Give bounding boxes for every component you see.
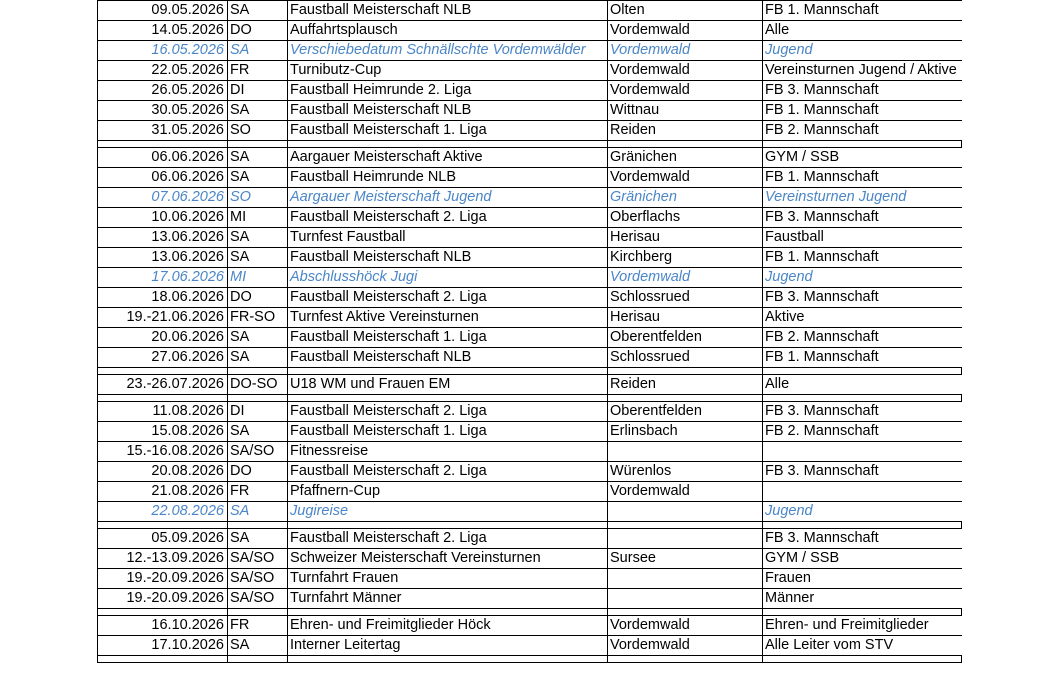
- group-cell: FB 2. Mannschaft: [763, 328, 962, 348]
- event-row: [98, 569, 962, 589]
- group-cell: FB 3. Mannschaft: [763, 288, 962, 308]
- separator-cell: [98, 522, 228, 529]
- event-name-cell: Turnfest Aktive Vereinsturnen: [288, 308, 608, 328]
- separator-cell: [228, 656, 288, 663]
- separator-cell: [288, 395, 608, 402]
- event-name-cell: Faustball Meisterschaft NLB: [288, 101, 608, 121]
- location-cell: Gränichen: [608, 148, 763, 168]
- group-cell: Vereinsturnen Jugend / Aktive: [763, 61, 962, 81]
- separator-row: [98, 395, 962, 402]
- separator-cell: [98, 141, 228, 148]
- event-row: [98, 549, 962, 569]
- date-cell: 10.06.2026: [98, 208, 228, 228]
- group-cell: Alle: [763, 375, 962, 395]
- date-cell: 22.05.2026: [98, 61, 228, 81]
- event-name-cell: Faustball Heimrunde 2. Liga: [288, 81, 608, 101]
- group-cell: [763, 442, 962, 462]
- event-name-cell: Verschiebedatum Schnällschte Vordemwälder: [288, 41, 608, 61]
- separator-cell: [288, 609, 608, 616]
- separator-cell: [228, 141, 288, 148]
- location-cell: Schlossrued: [608, 348, 763, 368]
- event-row: [98, 308, 962, 328]
- event-name-cell: Faustball Meisterschaft 2. Liga: [288, 529, 608, 549]
- group-cell: FB 3. Mannschaft: [763, 402, 962, 422]
- location-cell: Vordemwald: [608, 41, 763, 61]
- date-cell: 19.-21.06.2026: [98, 308, 228, 328]
- separator-cell: [98, 656, 228, 663]
- separator-row: [98, 609, 962, 616]
- weekday-cell: SA: [228, 502, 288, 522]
- group-cell: FB 2. Mannschaft: [763, 422, 962, 442]
- location-cell: Vordemwald: [608, 268, 763, 288]
- group-cell: FB 3. Mannschaft: [763, 81, 962, 101]
- event-row: [98, 121, 962, 141]
- event-row: [98, 21, 962, 41]
- event-name-cell: U18 WM und Frauen EM: [288, 375, 608, 395]
- location-cell: Würenlos: [608, 462, 763, 482]
- event-name-cell: Jugireise: [288, 502, 608, 522]
- date-cell: 05.09.2026: [98, 529, 228, 549]
- event-name-cell: Ehren- und Freimitglieder Höck: [288, 616, 608, 636]
- event-name-cell: Turnfahrt Männer: [288, 589, 608, 609]
- event-row: [98, 208, 962, 228]
- event-name-cell: Faustball Meisterschaft 2. Liga: [288, 462, 608, 482]
- weekday-cell: SA: [228, 529, 288, 549]
- weekday-cell: SA: [228, 101, 288, 121]
- group-cell: Faustball: [763, 228, 962, 248]
- event-row: [98, 348, 962, 368]
- event-name-cell: Faustball Meisterschaft 1. Liga: [288, 328, 608, 348]
- date-cell: 06.06.2026: [98, 148, 228, 168]
- date-cell: 15.-16.08.2026: [98, 442, 228, 462]
- event-row: [98, 589, 962, 609]
- weekday-cell: SO: [228, 188, 288, 208]
- event-name-cell: Faustball Meisterschaft NLB: [288, 348, 608, 368]
- date-cell: 18.06.2026: [98, 288, 228, 308]
- weekday-cell: SA: [228, 636, 288, 656]
- location-cell: Vordemwald: [608, 61, 763, 81]
- group-cell: Vereinsturnen Jugend: [763, 188, 962, 208]
- separator-cell: [228, 368, 288, 375]
- separator-cell: [763, 609, 962, 616]
- weekday-cell: SA/SO: [228, 569, 288, 589]
- location-cell: Oberentfelden: [608, 328, 763, 348]
- weekday-cell: SA: [228, 148, 288, 168]
- separator-row: [98, 656, 962, 663]
- location-cell: Herisau: [608, 228, 763, 248]
- event-row: [98, 328, 962, 348]
- event-name-cell: Turnfahrt Frauen: [288, 569, 608, 589]
- weekday-cell: SA/SO: [228, 589, 288, 609]
- date-cell: 15.08.2026: [98, 422, 228, 442]
- location-cell: Gränichen: [608, 188, 763, 208]
- location-cell: Kirchberg: [608, 248, 763, 268]
- event-name-cell: Faustball Heimrunde NLB: [288, 168, 608, 188]
- group-cell: FB 3. Mannschaft: [763, 208, 962, 228]
- separator-cell: [608, 395, 763, 402]
- date-cell: 12.-13.09.2026: [98, 549, 228, 569]
- location-cell: [608, 569, 763, 589]
- weekday-cell: SA: [228, 228, 288, 248]
- group-cell: FB 1. Mannschaft: [763, 101, 962, 121]
- separator-cell: [288, 656, 608, 663]
- location-cell: [608, 442, 763, 462]
- event-row: [98, 529, 962, 549]
- date-cell: 16.05.2026: [98, 41, 228, 61]
- location-cell: Reiden: [608, 121, 763, 141]
- event-row: [98, 148, 962, 168]
- event-name-cell: Faustball Meisterschaft 1. Liga: [288, 422, 608, 442]
- group-cell: Aktive: [763, 308, 962, 328]
- event-row: [98, 61, 962, 81]
- weekday-cell: MI: [228, 268, 288, 288]
- event-row-youth: [98, 188, 962, 208]
- date-cell: 22.08.2026: [98, 502, 228, 522]
- event-row: [98, 101, 962, 121]
- location-cell: Vordemwald: [608, 636, 763, 656]
- group-cell: Jugend: [763, 41, 962, 61]
- event-name-cell: Turnibutz-Cup: [288, 61, 608, 81]
- event-row: [98, 81, 962, 101]
- date-cell: 11.08.2026: [98, 402, 228, 422]
- date-cell: 21.08.2026: [98, 482, 228, 502]
- date-cell: 17.10.2026: [98, 636, 228, 656]
- weekday-cell: SA/SO: [228, 442, 288, 462]
- location-cell: Reiden: [608, 375, 763, 395]
- location-cell: Erlinsbach: [608, 422, 763, 442]
- separator-row: [98, 368, 962, 375]
- event-name-cell: Aargauer Meisterschaft Jugend: [288, 188, 608, 208]
- weekday-cell: FR-SO: [228, 308, 288, 328]
- event-row-youth: [98, 502, 962, 522]
- date-cell: 20.06.2026: [98, 328, 228, 348]
- weekday-cell: MI: [228, 208, 288, 228]
- group-cell: Jugend: [763, 502, 962, 522]
- separator-cell: [763, 141, 962, 148]
- event-row: [98, 442, 962, 462]
- event-row: [98, 402, 962, 422]
- location-cell: Herisau: [608, 308, 763, 328]
- event-name-cell: Pfaffnern-Cup: [288, 482, 608, 502]
- group-cell: FB 1. Mannschaft: [763, 1, 962, 21]
- event-row: [98, 616, 962, 636]
- location-cell: Oberentfelden: [608, 402, 763, 422]
- location-cell: [608, 529, 763, 549]
- group-cell: Alle: [763, 21, 962, 41]
- event-name-cell: Faustball Meisterschaft NLB: [288, 248, 608, 268]
- separator-cell: [608, 609, 763, 616]
- event-row: [98, 375, 962, 395]
- weekday-cell: DI: [228, 402, 288, 422]
- group-cell: GYM / SSB: [763, 148, 962, 168]
- separator-cell: [288, 522, 608, 529]
- event-name-cell: Schweizer Meisterschaft Vereinsturnen: [288, 549, 608, 569]
- weekday-cell: SA: [228, 328, 288, 348]
- event-row: [98, 636, 962, 656]
- event-name-cell: Abschlusshöck Jugi: [288, 268, 608, 288]
- event-name-cell: Turnfest Faustball: [288, 228, 608, 248]
- weekday-cell: DO-SO: [228, 375, 288, 395]
- group-cell: FB 1. Mannschaft: [763, 248, 962, 268]
- date-cell: 19.-20.09.2026: [98, 569, 228, 589]
- separator-cell: [228, 395, 288, 402]
- event-table: [97, 0, 962, 663]
- weekday-cell: FR: [228, 616, 288, 636]
- weekday-cell: SA: [228, 348, 288, 368]
- separator-row: [98, 522, 962, 529]
- weekday-cell: SA: [228, 168, 288, 188]
- separator-cell: [98, 395, 228, 402]
- event-name-cell: Aargauer Meisterschaft Aktive: [288, 148, 608, 168]
- separator-cell: [608, 368, 763, 375]
- location-cell: Wittnau: [608, 101, 763, 121]
- event-row: [98, 462, 962, 482]
- group-cell: Alle Leiter vom STV: [763, 636, 962, 656]
- event-calendar-sheet: [97, 0, 961, 663]
- date-cell: 13.06.2026: [98, 228, 228, 248]
- separator-cell: [763, 368, 962, 375]
- event-row: [98, 168, 962, 188]
- event-row: [98, 1, 962, 21]
- weekday-cell: SA: [228, 41, 288, 61]
- date-cell: 06.06.2026: [98, 168, 228, 188]
- date-cell: 23.-26.07.2026: [98, 375, 228, 395]
- location-cell: Oberflachs: [608, 208, 763, 228]
- separator-cell: [288, 368, 608, 375]
- group-cell: [763, 482, 962, 502]
- separator-cell: [98, 609, 228, 616]
- date-cell: 20.08.2026: [98, 462, 228, 482]
- weekday-cell: SA: [228, 1, 288, 21]
- separator-cell: [763, 395, 962, 402]
- date-cell: 31.05.2026: [98, 121, 228, 141]
- location-cell: Olten: [608, 1, 763, 21]
- event-table-body: [98, 1, 962, 663]
- group-cell: FB 1. Mannschaft: [763, 168, 962, 188]
- date-cell: 16.10.2026: [98, 616, 228, 636]
- weekday-cell: DO: [228, 462, 288, 482]
- event-name-cell: Fitnessreise: [288, 442, 608, 462]
- date-cell: 07.06.2026: [98, 188, 228, 208]
- date-cell: 13.06.2026: [98, 248, 228, 268]
- group-cell: FB 2. Mannschaft: [763, 121, 962, 141]
- separator-cell: [608, 522, 763, 529]
- date-cell: 17.06.2026: [98, 268, 228, 288]
- weekday-cell: FR: [228, 61, 288, 81]
- separator-cell: [763, 656, 962, 663]
- location-cell: Vordemwald: [608, 21, 763, 41]
- group-cell: Jugend: [763, 268, 962, 288]
- weekday-cell: SA: [228, 422, 288, 442]
- weekday-cell: SA/SO: [228, 549, 288, 569]
- separator-cell: [608, 656, 763, 663]
- separator-cell: [288, 141, 608, 148]
- event-name-cell: Interner Leitertag: [288, 636, 608, 656]
- location-cell: Vordemwald: [608, 616, 763, 636]
- separator-cell: [608, 141, 763, 148]
- separator-cell: [763, 522, 962, 529]
- weekday-cell: DO: [228, 288, 288, 308]
- group-cell: Ehren- und Freimitglieder: [763, 616, 962, 636]
- date-cell: 26.05.2026: [98, 81, 228, 101]
- group-cell: Männer: [763, 589, 962, 609]
- location-cell: Vordemwald: [608, 482, 763, 502]
- event-name-cell: Faustball Meisterschaft 2. Liga: [288, 402, 608, 422]
- separator-cell: [98, 368, 228, 375]
- location-cell: Sursee: [608, 549, 763, 569]
- weekday-cell: SO: [228, 121, 288, 141]
- weekday-cell: DI: [228, 81, 288, 101]
- group-cell: Frauen: [763, 569, 962, 589]
- event-row: [98, 248, 962, 268]
- event-row: [98, 288, 962, 308]
- date-cell: 09.05.2026: [98, 1, 228, 21]
- group-cell: FB 1. Mannschaft: [763, 348, 962, 368]
- location-cell: Vordemwald: [608, 81, 763, 101]
- date-cell: 30.05.2026: [98, 101, 228, 121]
- date-cell: 14.05.2026: [98, 21, 228, 41]
- weekday-cell: DO: [228, 21, 288, 41]
- separator-row: [98, 141, 962, 148]
- event-name-cell: Faustball Meisterschaft NLB: [288, 1, 608, 21]
- separator-cell: [228, 522, 288, 529]
- event-name-cell: Auffahrtsplausch: [288, 21, 608, 41]
- group-cell: FB 3. Mannschaft: [763, 529, 962, 549]
- event-name-cell: Faustball Meisterschaft 2. Liga: [288, 208, 608, 228]
- separator-cell: [228, 609, 288, 616]
- date-cell: 27.06.2026: [98, 348, 228, 368]
- event-row-youth: [98, 268, 962, 288]
- group-cell: FB 3. Mannschaft: [763, 462, 962, 482]
- event-row-youth: [98, 41, 962, 61]
- weekday-cell: SA: [228, 248, 288, 268]
- location-cell: [608, 589, 763, 609]
- location-cell: Vordemwald: [608, 168, 763, 188]
- location-cell: Schlossrued: [608, 288, 763, 308]
- event-row: [98, 228, 962, 248]
- location-cell: [608, 502, 763, 522]
- event-row: [98, 482, 962, 502]
- event-name-cell: Faustball Meisterschaft 2. Liga: [288, 288, 608, 308]
- event-row: [98, 422, 962, 442]
- weekday-cell: FR: [228, 482, 288, 502]
- group-cell: GYM / SSB: [763, 549, 962, 569]
- event-name-cell: Faustball Meisterschaft 1. Liga: [288, 121, 608, 141]
- date-cell: 19.-20.09.2026: [98, 589, 228, 609]
